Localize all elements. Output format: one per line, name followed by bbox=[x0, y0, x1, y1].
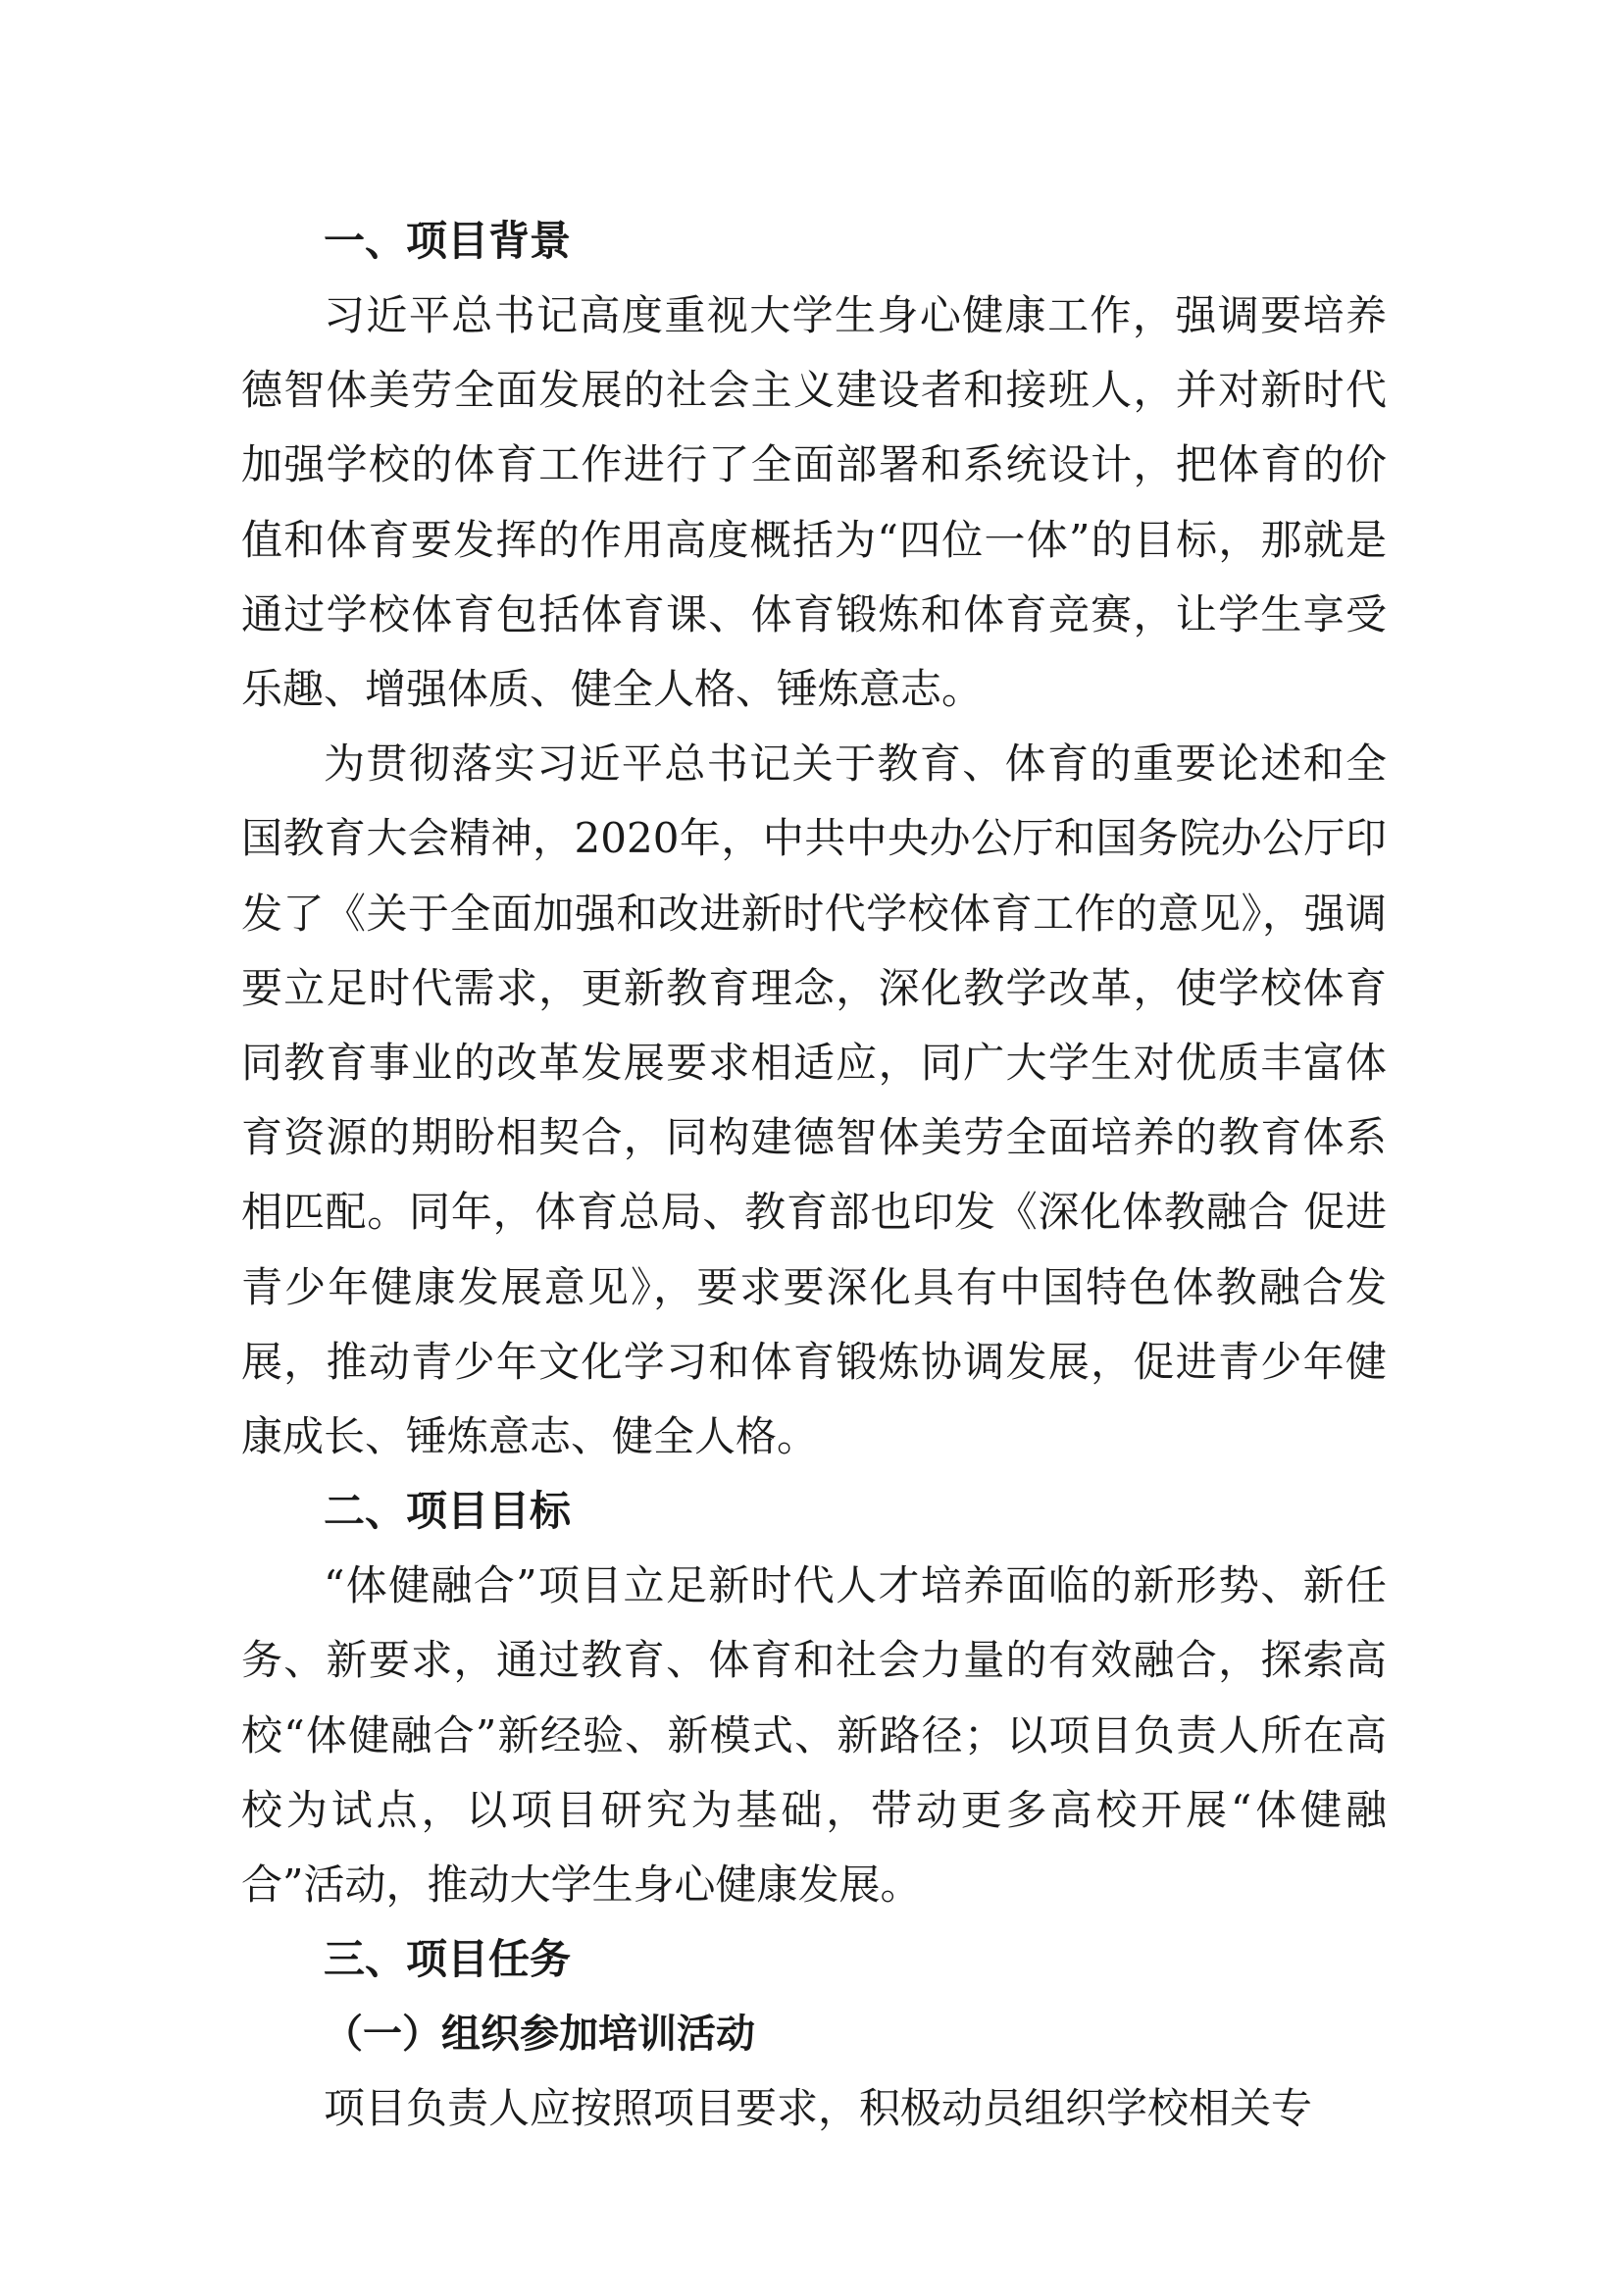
subsection-heading-training: （一）组织参加培训活动 bbox=[324, 2012, 755, 2058]
paragraph-goals-1: “体健融合”项目立足新时代人才培养面临的新形势、新任务、新要求，通过教育、体育和社会力量的有效融合，探索高校“体健融合”新经验、新模式、新路径；以项目负责人所在高校为试点，以项目研究为基础，带动更多高校开展“体健融合”活动，推动大学生身心健康发展。 bbox=[241, 1561, 1387, 1910]
paragraph-background-1: 习近平总书记高度重视大学生身心健康工作，强调要培养德智体美劳全面发展的社会主义建设者和接班人，并对新时代加强学校的体育工作进行了全面部署和系统设计，把体育的价值和体育要发挥的作用高度概括为“四位一体”的目标，那就是通过学校体育包括体育课、体育锻炼和体育竞赛，让学生享受乐趣、增强体质、健全人格、锤炼意志。 bbox=[241, 291, 1387, 714]
section-heading-tasks: 三、项目任务 bbox=[324, 1935, 572, 1984]
paragraph-training-1: 项目负责人应按照项目要求，积极动员组织学校相关专 bbox=[324, 2084, 1313, 2133]
section-heading-goals: 二、项目目标 bbox=[324, 1487, 572, 1536]
section-heading-background: 一、项目背景 bbox=[324, 217, 572, 265]
document-body bbox=[241, 204, 1387, 2146]
paragraph-background-2: 为贯彻落实习近平总书记关于教育、体育的重要论述和全国教育大会精神，2020年，中共中央办公厅和国务院办公厅印发了《关于全面加强和改进新时代学校体育工作的意见》，强调要立足时代需求，更新教育理念，深化教学改革，使学校体育同教育事业的改革发展要求相适应，同广大学生对优质丰富体育资源的期盼相契合，同构建德智体美劳全面培养的教育体系相匹配。同年，体育总局、教育部也印发《深化体教融合 促进青少年健康发展意见》，要求要深化具有中国特色体教融合发展，推动青少年文化学习和体育锻炼协调发展，促进青少年健康成长、锤炼意志、健全人格。 bbox=[241, 739, 1387, 1461]
